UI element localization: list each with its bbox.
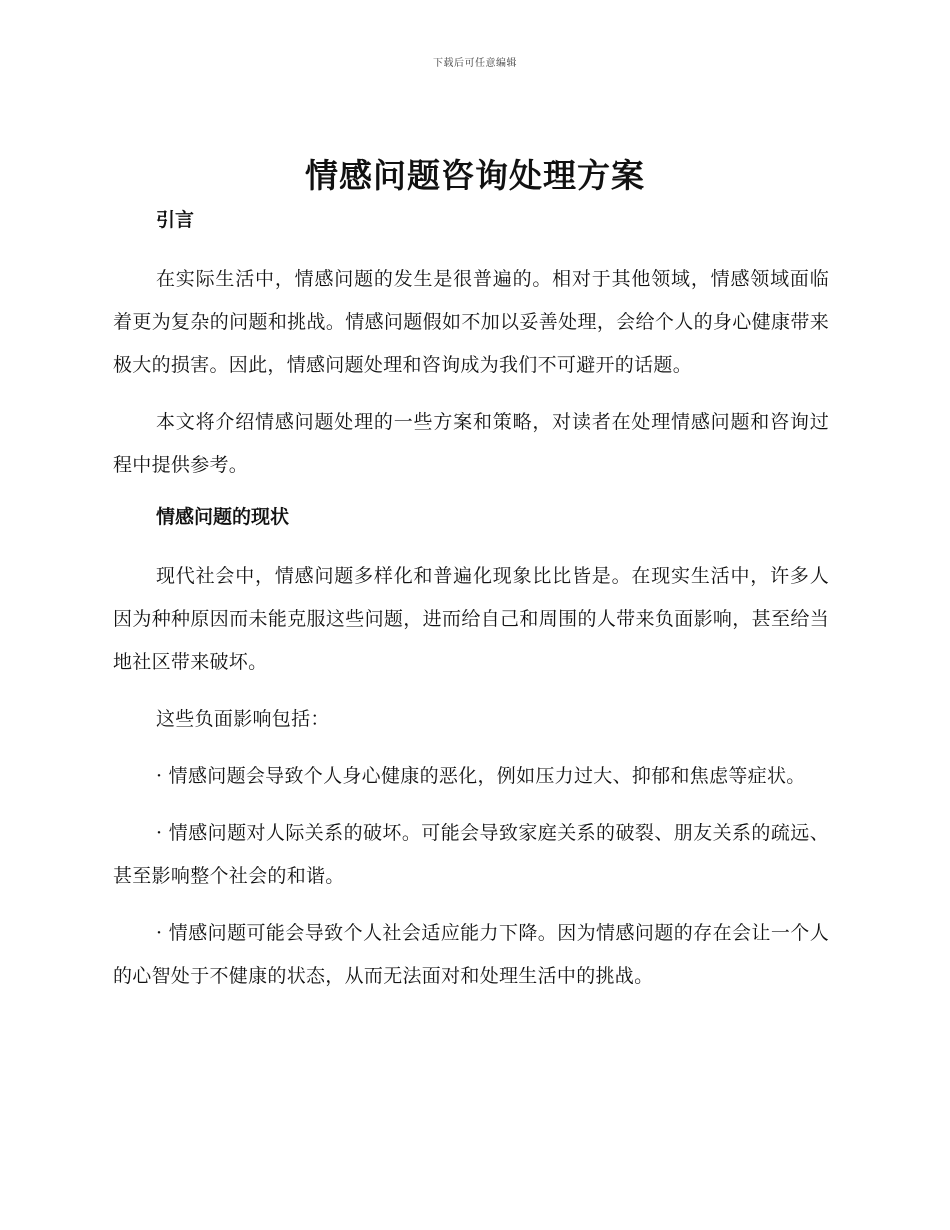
paragraph: 本文将介绍情感问题处理的一些方案和策略，对读者在处理情感问题和咨询过程中提供参考。 (113, 411, 829, 476)
bullet-item: · 情感问题可能会导致个人社会适应能力下降。因为情感问题的存在会让一个人的心智处于不健康的状态，从而无法面对和处理生活中的挑战。 (113, 922, 829, 987)
paragraph: 在实际生活中，情感问题的发生是很普遍的。相对于其他领域，情感领域面临着更为复杂的问题和挑战。情感问题假如不加以妥善处理，会给个人的身心健康带来极大的损害。因此，情感问题处理和咨询成为我们不可避开的话题。 (113, 268, 829, 376)
paragraph: 现代社会中，情感问题多样化和普遍化现象比比皆是。在现实生活中，许多人因为种种原因而未能克服这些问题，进而给自己和周围的人带来负面影响，甚至给当地社区带来破坏。 (113, 565, 829, 673)
section-heading-intro: 引言 (156, 209, 195, 231)
bullet-item: · 情感问题对人际关系的破坏。可能会导致家庭关系的破裂、朋友关系的疏远、甚至影响整个社会的和谐。 (113, 822, 829, 887)
document-body (113, 204, 829, 1012)
section-heading-status: 情感问题的现状 (156, 506, 290, 528)
bullet-item: · 情感问题会导致个人身心健康的恶化，例如压力过大、抑郁和焦虑等症状。 (156, 765, 806, 787)
header-note: 下载后可任意编辑 (433, 58, 517, 69)
document-title: 情感问题咨询处理方案 (305, 156, 645, 195)
paragraph: 这些负面影响包括： (156, 708, 330, 730)
